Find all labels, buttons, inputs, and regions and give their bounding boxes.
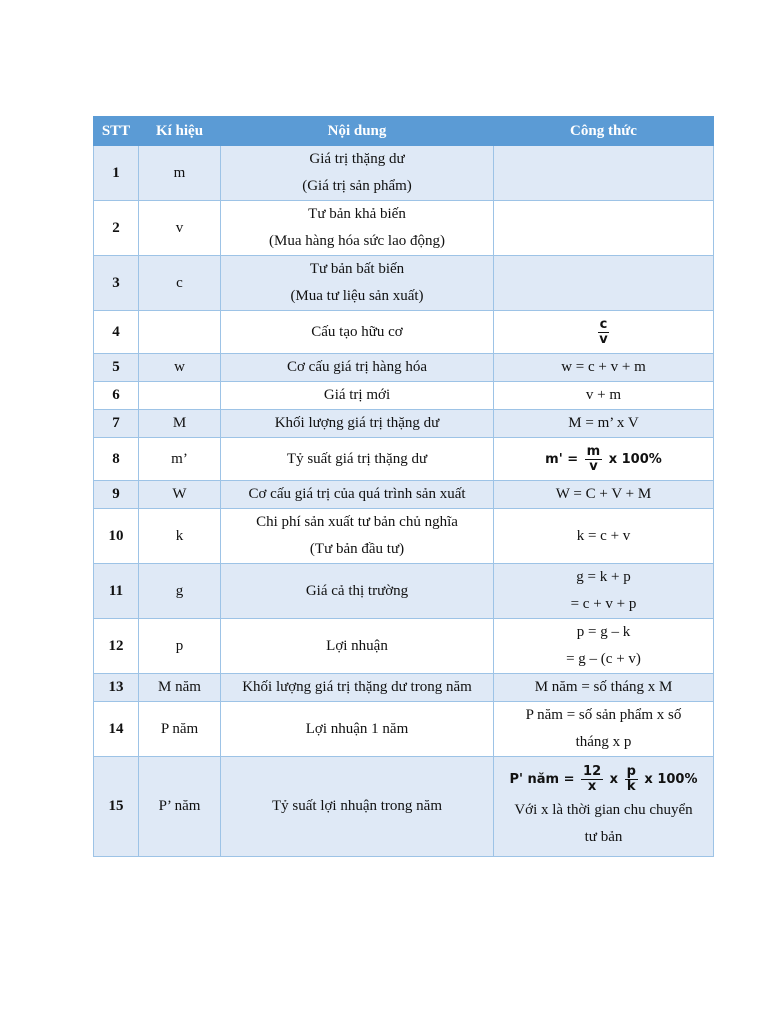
formula-line: = g – (c + v): [566, 651, 641, 667]
cell-formula: [494, 201, 714, 256]
table-row: [94, 674, 714, 702]
content-line: Chi phí sản xuất tư bản chủ nghĩa: [256, 514, 458, 530]
table-row: [94, 146, 714, 201]
cell-stt: 3: [94, 256, 139, 311]
cell-stt: 9: [94, 481, 139, 509]
content-line: (Giá trị sản phẩm): [302, 178, 412, 194]
formula-line: [545, 443, 662, 474]
cell-stt: 12: [94, 619, 139, 674]
fraction-denominator: v: [589, 458, 598, 474]
cell-content: [221, 146, 494, 201]
content-line: (Mua hàng hóa sức lao động): [268, 233, 445, 249]
content-line: Giá cả thị trường: [305, 582, 409, 599]
content-line: (Tư bản đầu tư): [309, 541, 405, 557]
formula-line: P năm = số sản phẩm x số: [525, 707, 682, 723]
fraction-numerator: 12: [583, 763, 602, 779]
formula-lhs: m' =: [545, 451, 583, 467]
content-line: Khối lượng giá trị thặng dư: [274, 415, 440, 431]
table-row: [94, 481, 714, 509]
table-row: [94, 354, 714, 382]
cell-content: [221, 438, 494, 481]
content-line: Lợi nhuận 1 năm: [305, 720, 409, 737]
table-row: [94, 757, 714, 857]
formula-note: Với x là thời gian chu chuyển: [514, 801, 693, 818]
cell-content: [221, 354, 494, 382]
content-line: Tư bản khả biến: [308, 206, 406, 222]
formula-line: k = c + v: [576, 527, 631, 544]
formula-line: = c + v + p: [570, 596, 637, 612]
cell-content: [221, 564, 494, 619]
formula-line: [498, 763, 709, 797]
fraction-denominator: v: [599, 331, 608, 347]
formula-line: M = m’ x V: [568, 415, 639, 431]
formula-line: tháng x p: [575, 734, 632, 750]
fraction-denominator: k: [626, 778, 636, 794]
cell-content: [221, 619, 494, 674]
cell-stt: 8: [94, 438, 139, 481]
cell-stt: 10: [94, 509, 139, 564]
cell-content: [221, 757, 494, 857]
content-line: Lợi nhuận: [326, 637, 388, 654]
table-row: [94, 201, 714, 256]
cell-formula: [494, 619, 714, 674]
content-line: Cơ cấu giá trị hàng hóa: [287, 359, 427, 375]
formula-note: tư bản: [584, 828, 623, 845]
cell-symbol: M năm: [139, 674, 221, 702]
fraction-numerator: p: [626, 763, 636, 779]
content-line: Tỷ suất lợi nhuận trong năm: [272, 798, 442, 814]
fraction: [625, 765, 638, 794]
cell-formula: [494, 146, 714, 201]
formula-lhs: P' năm =: [509, 771, 580, 787]
cell-symbol: c: [139, 256, 221, 311]
cell-symbol: m’: [139, 438, 221, 481]
formula-table: [93, 116, 714, 857]
cell-stt: 4: [94, 311, 139, 354]
content-line: Tư bản bất biến: [309, 261, 405, 277]
content-line: Tỷ suất giá trị thặng dư: [286, 450, 428, 467]
table-row: [94, 311, 714, 354]
cell-formula: [494, 702, 714, 757]
table-row: [94, 410, 714, 438]
cell-content: [221, 256, 494, 311]
content-line: Giá trị mới: [323, 387, 391, 403]
cell-symbol: g: [139, 564, 221, 619]
cell-formula: [494, 256, 714, 311]
fraction: [585, 445, 603, 474]
cell-content: [221, 674, 494, 702]
table-row: [94, 564, 714, 619]
cell-formula: [494, 311, 714, 354]
formula-line: p = g – k: [576, 624, 631, 640]
cell-formula: [494, 509, 714, 564]
formula-line: M năm = số tháng x M: [534, 679, 673, 695]
cell-formula: [494, 757, 714, 857]
cell-stt: 11: [94, 564, 139, 619]
formula-rhs: x 100%: [604, 451, 662, 467]
table-row: [94, 256, 714, 311]
cell-stt: 2: [94, 201, 139, 256]
cell-symbol: v: [139, 201, 221, 256]
cell-symbol: m: [139, 146, 221, 201]
cell-symbol: M: [139, 410, 221, 438]
content-line: Khối lượng giá trị thặng dư trong năm: [242, 679, 472, 695]
header-formula: Công thức: [494, 117, 714, 146]
cell-formula: [494, 410, 714, 438]
cell-content: [221, 382, 494, 410]
cell-content: [221, 509, 494, 564]
content-line: Cấu tạo hữu cơ: [311, 323, 403, 340]
header-symbol: Kí hiệu: [139, 117, 221, 146]
cell-formula: [494, 481, 714, 509]
cell-formula: [494, 564, 714, 619]
fraction: [597, 318, 609, 347]
cell-stt: 13: [94, 674, 139, 702]
cell-symbol: [139, 311, 221, 354]
cell-content: [221, 311, 494, 354]
cell-content: [221, 702, 494, 757]
cell-stt: 7: [94, 410, 139, 438]
table-row: [94, 619, 714, 674]
cell-content: [221, 481, 494, 509]
content-line: Cơ cấu giá trị của quá trình sản xuất: [248, 486, 466, 502]
content-line: Giá trị thặng dư: [309, 151, 405, 167]
cell-stt: 5: [94, 354, 139, 382]
table-row: [94, 702, 714, 757]
cell-formula: [494, 674, 714, 702]
header-row: [94, 117, 714, 146]
formula-line: w = c + v + m: [561, 359, 646, 375]
cell-symbol: P’ năm: [139, 757, 221, 857]
cell-formula: [494, 438, 714, 481]
formula-rhs: x 100%: [639, 771, 698, 787]
table-row: [94, 509, 714, 564]
formula-mid: x: [605, 771, 623, 787]
cell-content: [221, 201, 494, 256]
cell-stt: 1: [94, 146, 139, 201]
formula-line: g = k + p: [576, 569, 631, 585]
formula-line: W = C + V + M: [555, 486, 652, 502]
fraction-denominator: x: [587, 778, 597, 794]
table-row: [94, 382, 714, 410]
cell-formula: [494, 354, 714, 382]
cell-stt: 14: [94, 702, 139, 757]
cell-formula: [494, 382, 714, 410]
cell-symbol: w: [139, 354, 221, 382]
fraction-numerator: c: [599, 316, 608, 332]
cell-symbol: [139, 382, 221, 410]
fraction-numerator: m: [586, 443, 601, 459]
cell-stt: 6: [94, 382, 139, 410]
header-content: Nội dung: [221, 117, 494, 146]
cell-symbol: p: [139, 619, 221, 674]
cell-symbol: P năm: [139, 702, 221, 757]
fraction: [581, 765, 603, 794]
cell-stt: 15: [94, 757, 139, 857]
header-stt: STT: [94, 117, 139, 146]
cell-content: [221, 410, 494, 438]
cell-symbol: W: [139, 481, 221, 509]
content-line: (Mua tư liệu sản xuất): [290, 288, 424, 304]
formula-line: v + m: [585, 387, 622, 403]
table-row: [94, 438, 714, 481]
cell-symbol: k: [139, 509, 221, 564]
